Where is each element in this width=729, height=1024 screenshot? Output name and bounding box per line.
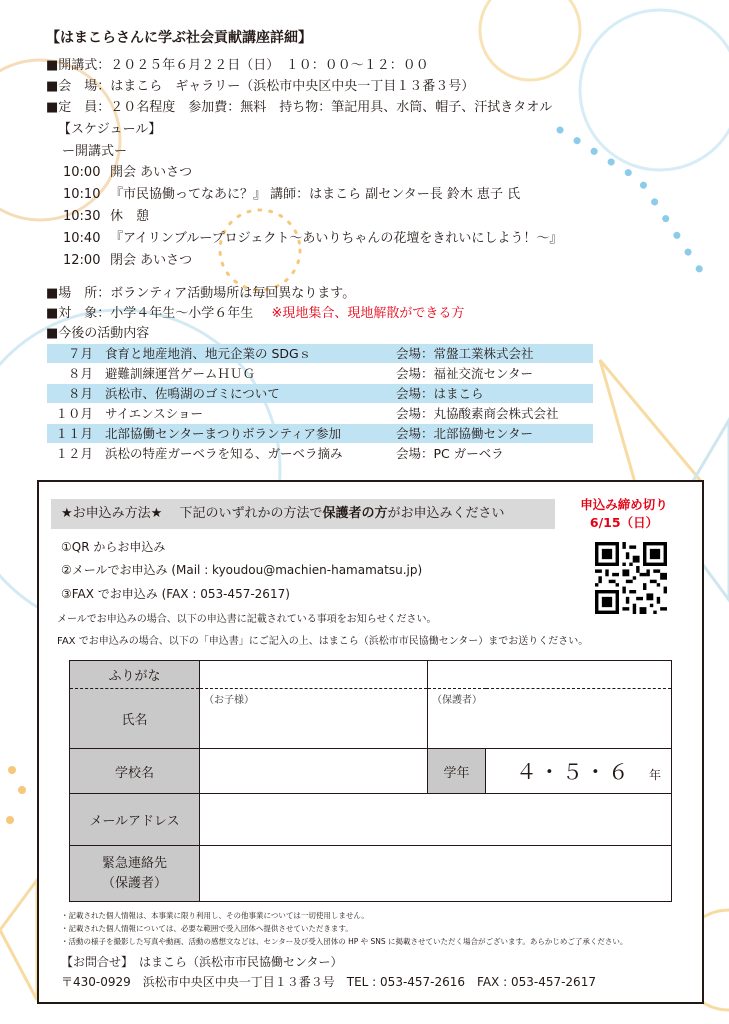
privacy-note: ・記載された個人情報は、本事業に限り利用し、その他事業については一切使用しません。 — [61, 911, 369, 920]
furigana-guardian-field[interactable] — [428, 661, 672, 689]
howto-prefix: ★お申込み方法★ 下記のいずれかの方法で — [61, 506, 323, 521]
deadline — [579, 496, 669, 532]
contact-info — [61, 952, 596, 992]
privacy-note: ・活動の様子を撮影した写真や動画、活動の感想文などは、センター及び受入団体の HP や SNS に掲載させていただく場合がございます。あらかじめご了承ください。 — [61, 937, 628, 946]
emergency-contact-label — [70, 846, 200, 902]
grade-suffix: 年 — [648, 768, 661, 782]
apply-note-email: メールでお申込みの場合、以下の申込書に記載されている事項をお知らせください。 — [57, 614, 437, 625]
furigana-label: ふりがな — [70, 661, 200, 689]
activity-row — [47, 364, 593, 383]
schedule-time: 10:00 — [63, 165, 101, 180]
activity-row — [47, 384, 593, 403]
place-line: ■場 所：ボランティア活動場所は毎回異なります。 — [46, 286, 356, 301]
contact-heading: 【お問合せ】 はまこら（浜松市市民協働センター） — [61, 955, 343, 969]
activity-month: ８月 — [67, 366, 93, 381]
privacy-note: ・記載された個人情報については、必要な範囲で受入団体へ提供させていただきます。 — [61, 924, 353, 933]
target-text: ■対 象：小学４年生～小学６年生 — [46, 306, 254, 321]
activity-venue: 会場：PC ガーベラ — [396, 446, 504, 461]
schedule-text: 閉会 あいさつ — [110, 253, 193, 268]
schedule-text: 『市民協働ってなあに？』 講師：はまこら 副センター長 鈴木 恵子 氏 — [110, 187, 521, 202]
email-label: メールアドレス — [70, 794, 200, 846]
activity-month: ８月 — [67, 386, 93, 401]
opening-date: ■開講式：２０２５年６月２２日（日） １０：００～１２：００ — [46, 58, 429, 73]
application-form — [69, 660, 672, 902]
application-box — [37, 480, 704, 1004]
activity-title: サイエンスショー — [105, 406, 204, 421]
qr-code-icon[interactable] — [595, 542, 667, 614]
apply-method-heading — [51, 499, 555, 529]
activity-title: 食育と地産地消、地元企業の SDGｓ — [105, 346, 312, 361]
target-line — [46, 305, 464, 323]
activity-title: 避難訓練運営ゲームＨＵＧ — [105, 366, 256, 381]
emergency-contact-field[interactable] — [200, 846, 672, 902]
schedule-time: 10:40 — [63, 231, 101, 246]
activity-venue: 会場：北部協働センター — [396, 426, 534, 441]
schedule-subheading: ー開講式ー — [62, 144, 128, 159]
apply-note-fax: FAX でお申込みの場合、以下の「申込書」にご記入の上、はまこら（浜松市市民協働センター）までお送りください。 — [57, 636, 589, 647]
grade-options: ４・５・６ — [515, 760, 631, 784]
activity-venue: 会場：福祉交流センター — [396, 366, 534, 381]
schedule-heading: 【スケジュール】 — [58, 122, 162, 137]
howto-bold: 保護者の方 — [322, 506, 388, 521]
schedule-text: 休 憩 — [110, 209, 150, 224]
emergency-label-1: 緊急連絡先 — [101, 855, 167, 871]
contact-address: 〒430-0929 浜松市中央区中央一丁目１３番３号 TEL : 053-457-2616 FAX : 053-457-2617 — [61, 975, 596, 989]
schedule-text: 『アイリンブループロジェクト～あいりちゃんの花壇をきれいにしよう！～』 — [110, 231, 563, 246]
schedule-text: 開会 あいさつ — [110, 165, 193, 180]
activities-heading: ■今後の活動内容 — [46, 326, 150, 341]
emergency-label-2: （保護者） — [101, 875, 167, 891]
schedule-time: 10:10 — [63, 187, 101, 202]
activity-month: １０月 — [55, 406, 93, 421]
activity-venue: 会場：はまこら — [396, 386, 484, 401]
school-label: 学校名 — [70, 749, 200, 794]
guardian-name-field[interactable] — [428, 689, 672, 749]
activity-month: １１月 — [55, 426, 93, 441]
grade-label: 学年 — [428, 749, 486, 794]
child-label: （お子様） — [204, 695, 254, 706]
privacy-notes — [61, 909, 627, 948]
school-field[interactable] — [200, 749, 428, 794]
capacity-line: ■定 員：２０名程度 参加費：無料 持ち物：筆記用具、水筒、帽子、汗拭きタオル — [46, 100, 553, 115]
activity-row — [47, 404, 593, 423]
schedule-time: 10:30 — [63, 209, 101, 224]
activity-row — [47, 424, 593, 443]
deadline-label: 申込み締め切り — [580, 497, 668, 512]
venue-line: ■会 場：はまこら ギャラリー（浜松市中央区中央一丁目１３番３号） — [46, 79, 475, 94]
email-field[interactable] — [200, 794, 672, 846]
activity-row — [47, 444, 593, 463]
furigana-child-field[interactable] — [200, 661, 428, 689]
apply-method-email: ②メールでお申込み (Mail : kyoudou@machien-hamamatsu.jp) — [61, 563, 423, 577]
activity-title: 浜松の特産ガーベラを知る、ガーベラ摘み — [105, 446, 343, 461]
activity-title: 北部協働センターまつりボランティア参加 — [105, 426, 342, 441]
schedule-time: 12:00 — [63, 253, 101, 268]
apply-method-qr: ①QR からお申込み — [61, 540, 166, 554]
activity-venue: 会場：丸協酸素商会株式会社 — [396, 406, 559, 421]
grade-field[interactable] — [486, 749, 672, 794]
activity-venue: 会場：常盤工業株式会社 — [396, 346, 534, 361]
name-label: 氏名 — [70, 689, 200, 749]
guardian-label: （保護者） — [432, 695, 482, 706]
deadline-date: 6/15（日） — [589, 515, 659, 530]
activity-row — [47, 344, 593, 363]
apply-method-fax: ③FAX でお申込み (FAX : 053-457-2617) — [61, 587, 290, 601]
target-note: ※現地集合、現地解散ができる方 — [271, 306, 465, 321]
activity-title: 浜松市、佐鳴湖のゴミについて — [105, 386, 280, 401]
activity-month: １２月 — [55, 446, 93, 461]
child-name-field[interactable] — [200, 689, 428, 749]
page-title: 【はまこらさんに学ぶ社会貢献講座詳細】 — [46, 30, 312, 46]
activity-month: ７月 — [67, 346, 93, 361]
howto-suffix: がお申込みください — [387, 506, 505, 521]
